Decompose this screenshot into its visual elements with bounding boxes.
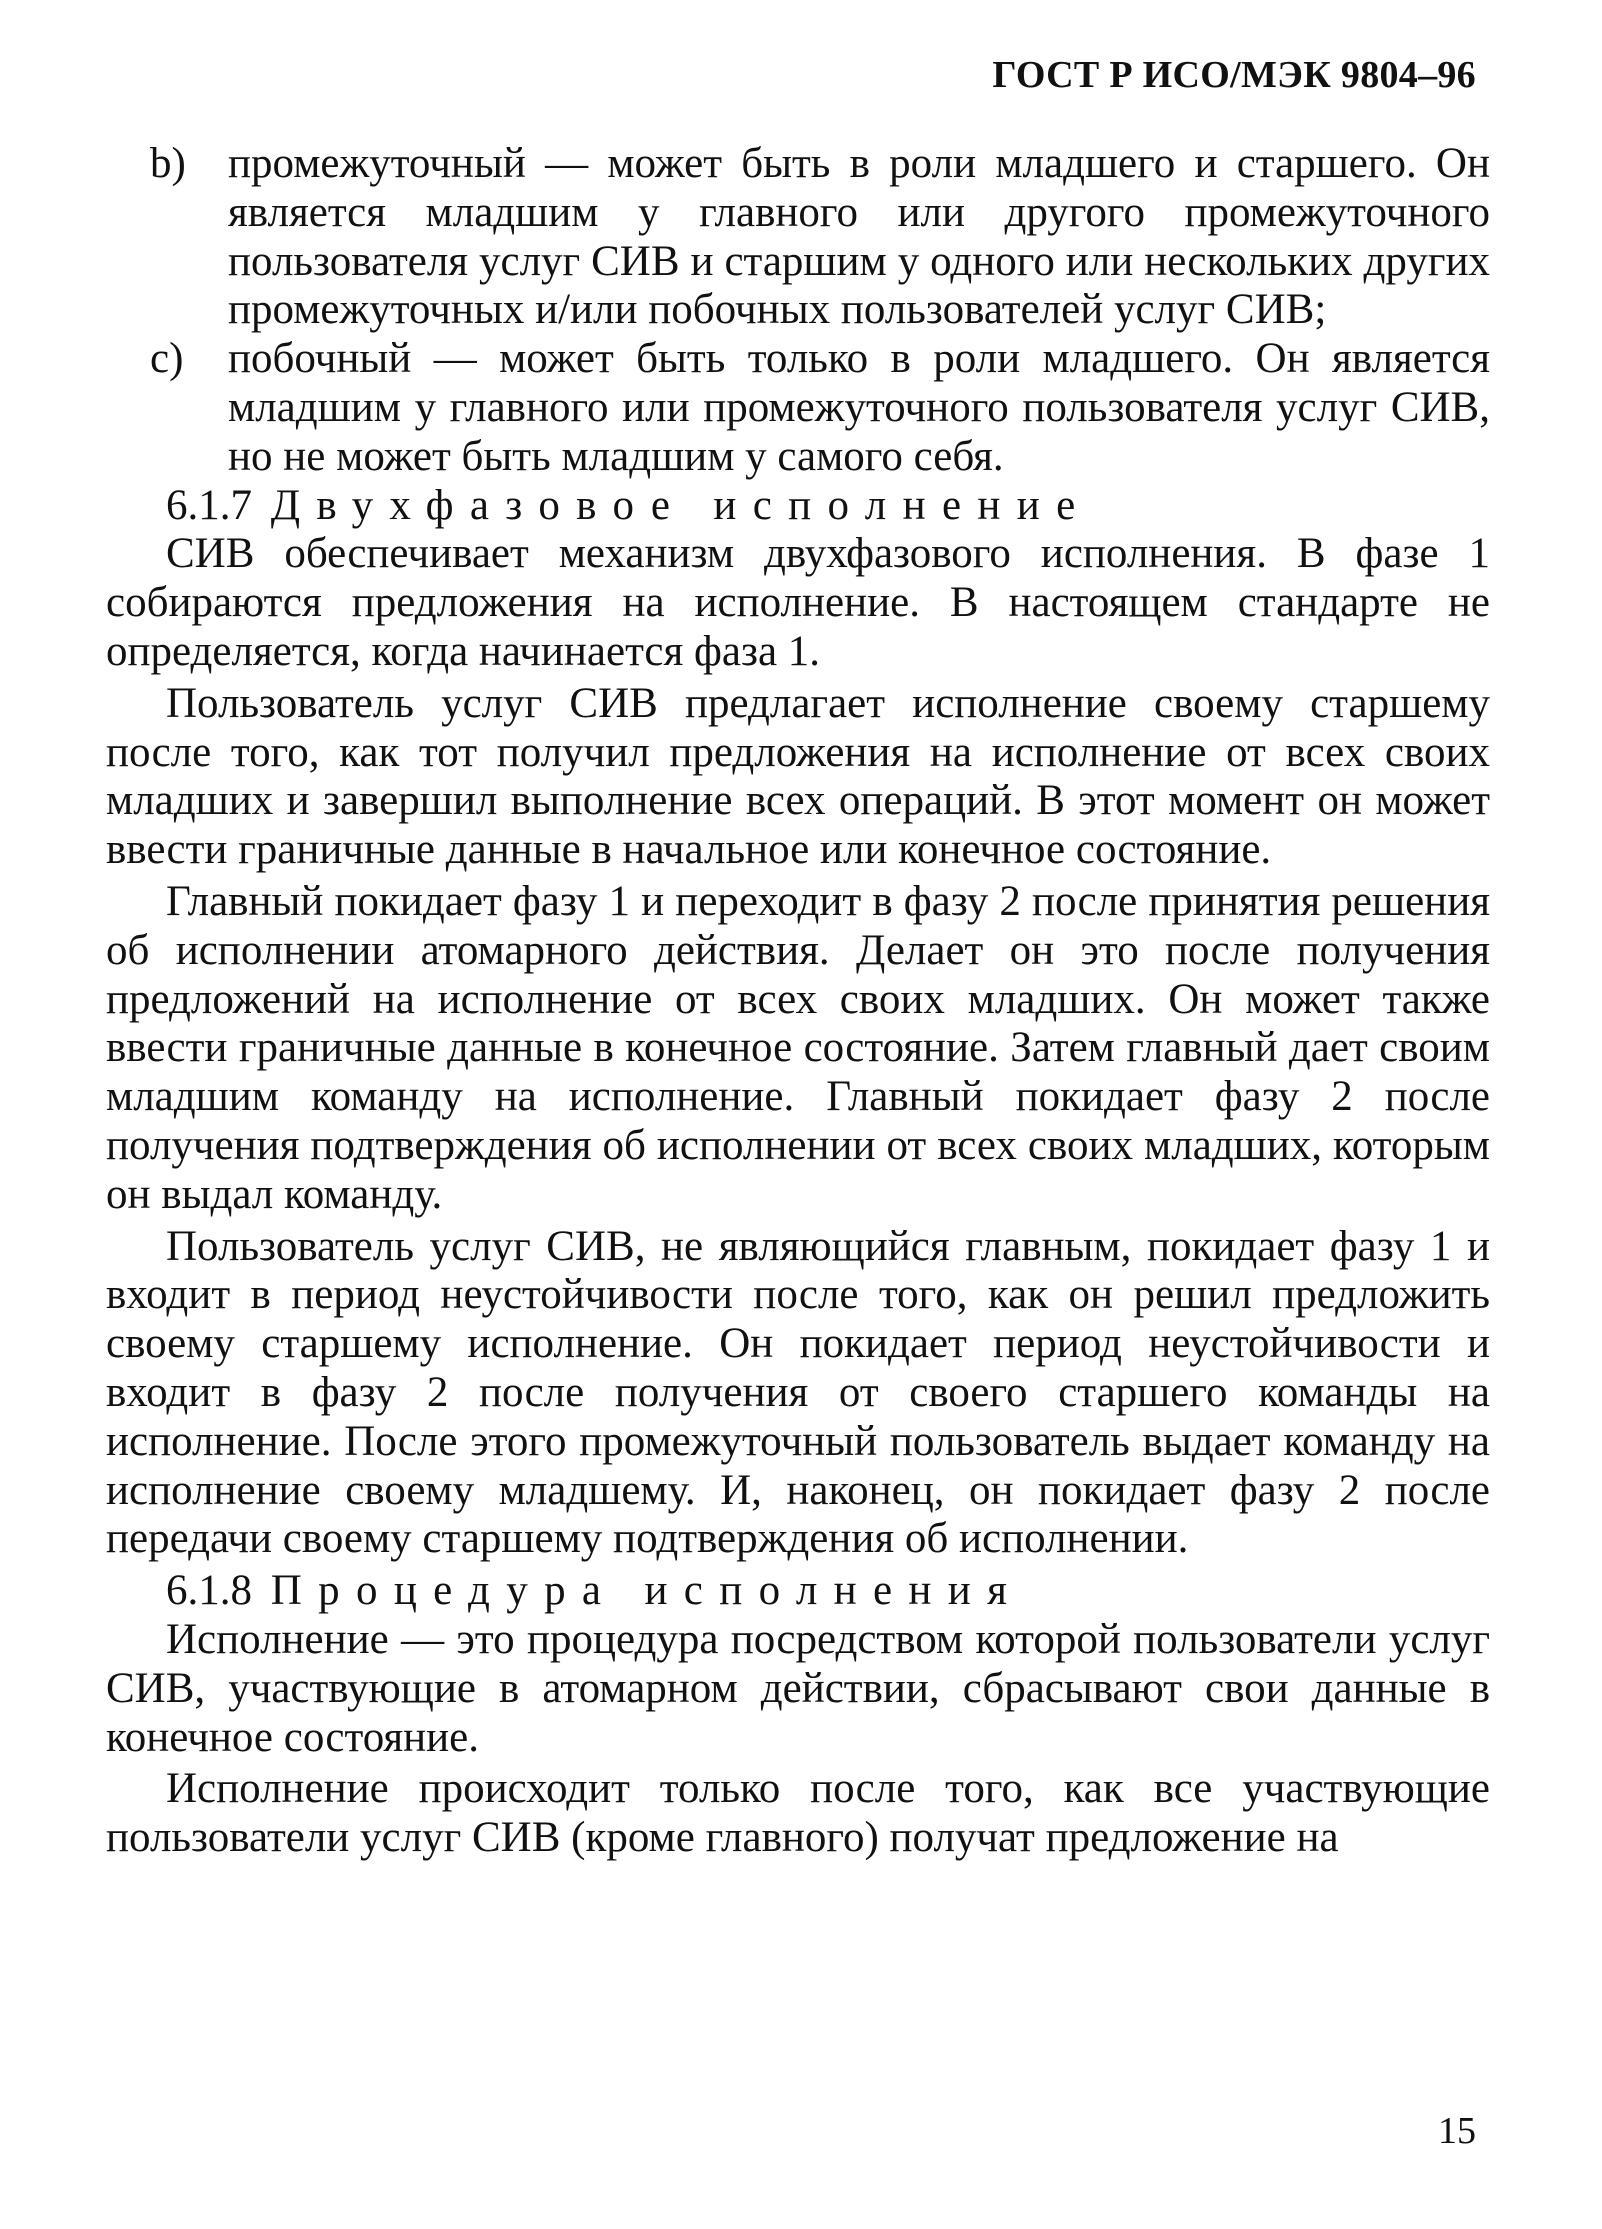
paragraph: Главный покидает фазу 1 и переходит в фазу 2 после принятия решения об исполнении атомарного действия. Делает он это после получения предложений на исполнение от всех своих младших. Он может также ввести граничные данные в конечное состояние. Затем главный дает своим младшим команду на исполнение. Главный покидает фазу 2 после получения подтверждения об исполнении от всех своих младших, которым он выдал команду. — [106, 877, 1490, 1218]
page-body — [106, 140, 1490, 1866]
list-item-b — [106, 140, 1490, 335]
paragraph: Исполнение происходит только после того, как все участвующие пользователи услуг СИВ (кроме главного) получат предложение на — [106, 1765, 1490, 1862]
paragraph: Пользователь услуг СИВ, не являющийся главным, покидает фазу 1 и входит в период неустойчивости после того, как он решил предложить своему старшему исполнение. Он покидает период неустойчивости и входит в фазу 2 после получения от своего старшего команды на исполнение. После этого промежуточный пользователь выдает команду на исполнение своему младшему. И, наконец, он покидает фазу 2 после передачи своему старшему подтверждения об исполнении. — [106, 1222, 1490, 1563]
paragraph: СИВ обеспечивает механизм двухфазового исполнения. В фазе 1 собираются предложения на исполнение. В настоящем стандарте не определяется, когда начинается фаза 1. — [106, 530, 1490, 675]
paragraph: Пользователь услуг СИВ предлагает исполнение своему старшему после того, как тот получил предложения на исполнение от всех своих младших и завершил выполнение всех операций. В этот момент он может ввести граничные данные в начальное или конечное состояние. — [106, 679, 1490, 874]
list-marker: c) — [150, 335, 184, 383]
section-heading-6-1-8 — [106, 1567, 1490, 1616]
list-item-text: побочный — может быть только в роли младшего. Он является младшим у главного или промежуточного пользователя услуг СИВ, но не может быть младшим у самого себя. — [228, 335, 1490, 480]
page-number: 15 — [1438, 2110, 1476, 2152]
list-item-text: промежуточный — может быть в роли младшего и старшего. Он является младшим у главного или другого промежуточного пользователя услуг СИВ и старшим у одного или нескольких других промежуточных и/или побочных пользователей услуг СИВ; — [228, 140, 1490, 334]
paragraph: Исполнение — это процедура посредством которой пользователи услуг СИВ, участвующие в атомарном действии, сбрасывают свои данные в конечное состояние. — [106, 1615, 1490, 1761]
section-number: 6.1.7 — [166, 481, 252, 529]
section-heading-6-1-7 — [106, 482, 1490, 531]
section-title: Двухфазовое исполнение — [270, 481, 1092, 529]
section-number: 6.1.8 — [166, 1567, 252, 1615]
list-marker: b) — [150, 140, 186, 187]
standard-header: ГОСТ Р ИСО/МЭК 9804–96 — [992, 54, 1476, 96]
list-item-c — [106, 335, 1490, 481]
section-title: Процедура исполнения — [270, 1567, 1024, 1615]
